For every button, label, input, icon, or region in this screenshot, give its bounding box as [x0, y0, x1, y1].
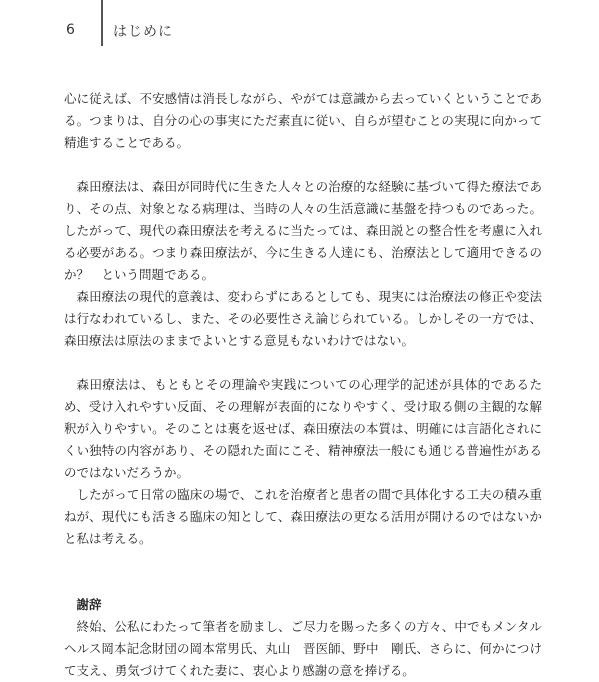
page-number: 6	[66, 22, 75, 38]
paragraph-5: したがって日常の臨床の場で、これを治療者と患者の間で具体化する工夫の積み重ねが、現代にも活きる臨床の知として、森田療法の更なる活用が開けるのではないかと私は考える。	[64, 487, 542, 546]
section-gap	[64, 550, 542, 572]
header-divider	[101, 0, 103, 46]
chapter-title: はじめに	[113, 24, 173, 40]
paragraph-3: 森田療法の現代的意義は、変わらずにあるとしても、現実には治療法の修正や変法は行なわれているし、また、その必要性さえ論じられている。しかしその一方では、森田療法は原法のままでよいとする意見もないわけではない。	[64, 289, 542, 348]
paragraph-2: 森田療法は、森田が同時代に生きた人々との治療的な経験に基づいて得た療法であり、その点、対象となる病理は、当時の人々の生活意識に基盤を持つものであった。したがって、現代の森田療法を考えるに当たっては、森田説との整合性を考慮に入れる必要がある。つまり森田療法が、今に生きる人達にも、治療法として適用できるのか？ という問題である。	[64, 179, 542, 282]
section-gap	[64, 572, 542, 594]
acknowledgements-heading: 謝辞	[76, 597, 102, 612]
paragraph-gap	[64, 154, 542, 176]
page-header	[0, 0, 599, 50]
acknowledgements-text: 終始、公私にわたって筆者を励まし、ご尽力を賜った多くの方々、中でもメンタルヘルス岡本記念財団の岡本常男氏、丸山 晋医師、野中 剛氏、さらに、何かにつけて支え、勇気づけてくれた妻に、衷心より感謝の意を捧げる。	[64, 619, 542, 678]
body-text	[64, 88, 542, 682]
paragraph-gap	[64, 352, 542, 374]
paragraph-4: 森田療法は、もともとその理論や実践についての心理学的記述が具体的であるため、受け入れやすい反面、その理解が表面的になりやすく、受け取る側の主観的な解釈が入りやすい。そのことは裏を返せば、森田療法の本質は、明確には言語化されにくい独特の内容があり、その隠れた面にこそ、精神療法一般にも通じる普遍性があるのではないだろうか。	[64, 377, 542, 480]
paragraph-1: 心に従えば、不安感情は消長しながら、やがては意識から去っていくということである。つまりは、自分の心の事実にただ素直に従い、自らが望むことの実現に向かって精進することである。	[64, 91, 542, 150]
